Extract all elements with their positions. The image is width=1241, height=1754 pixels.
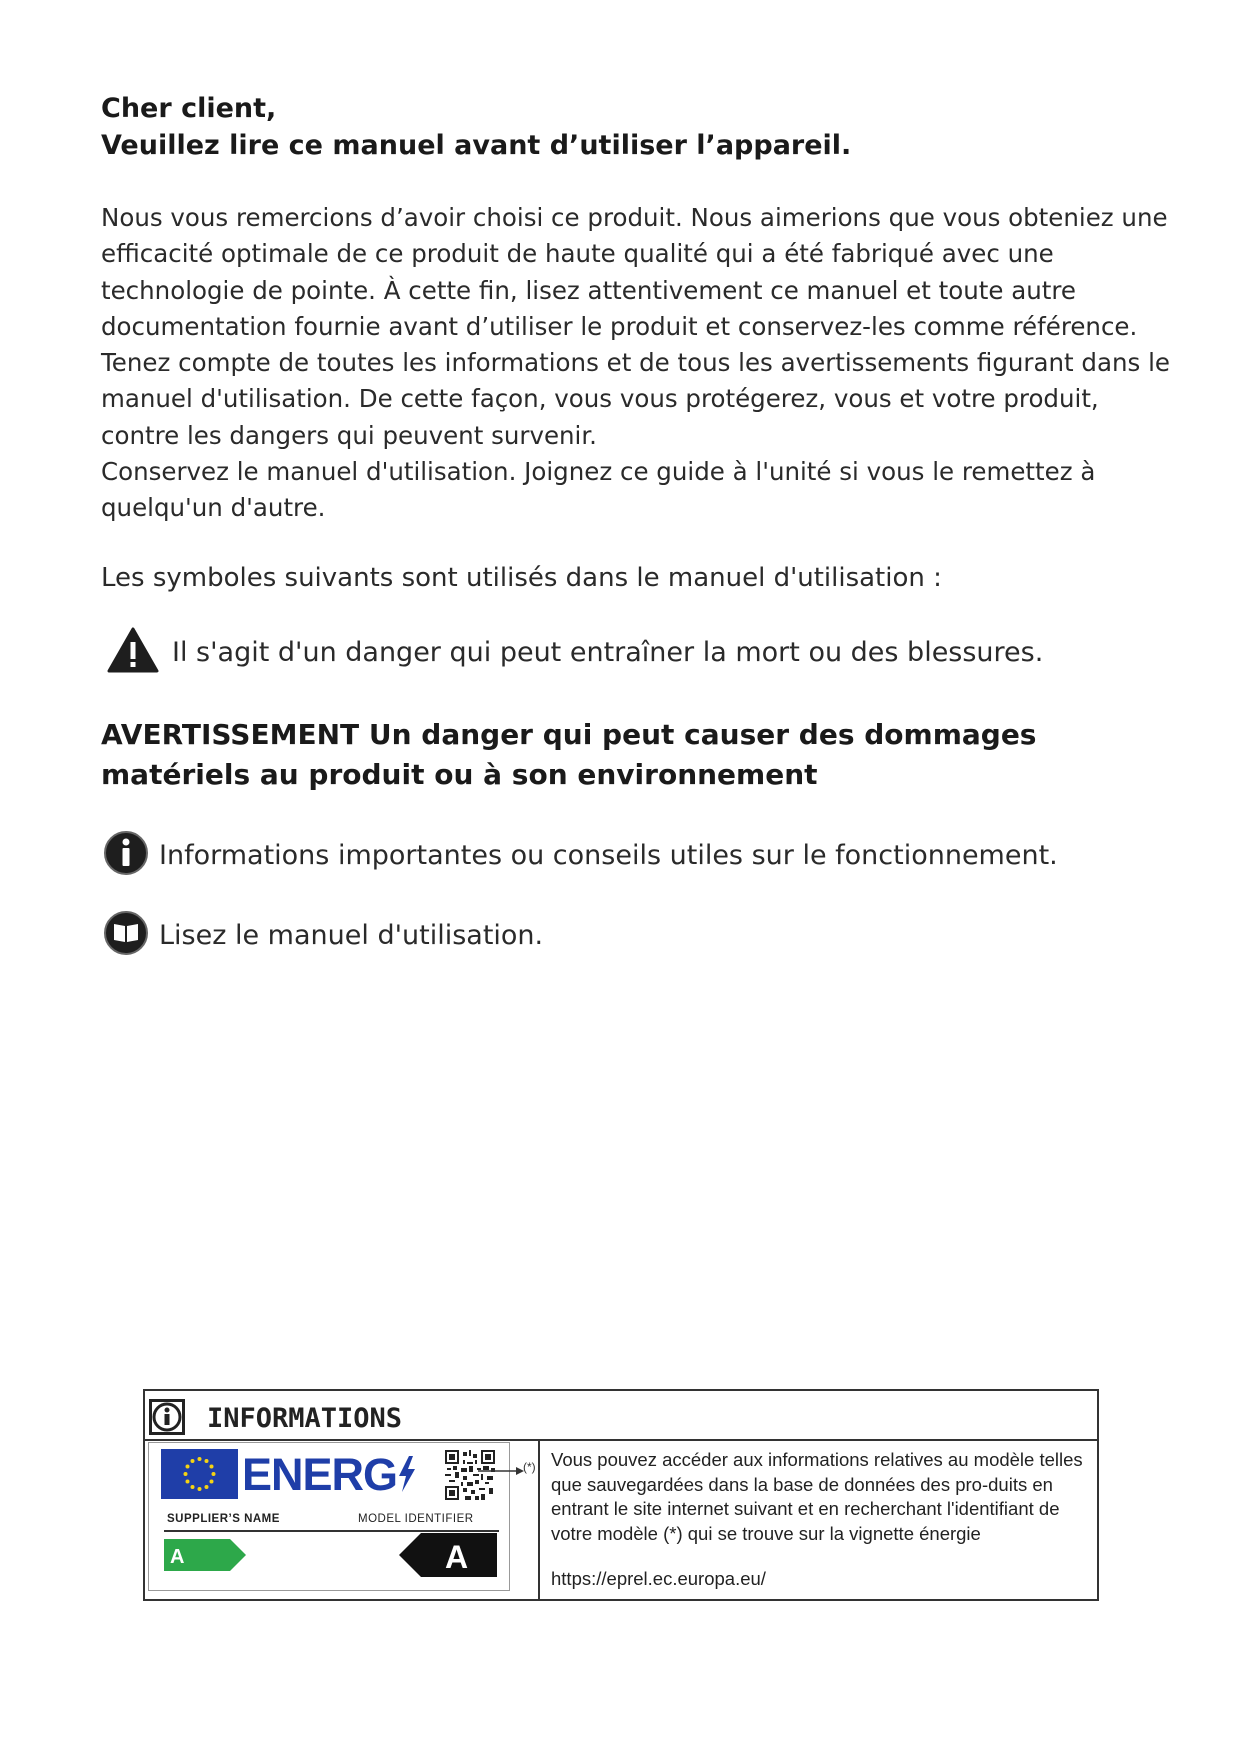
label-divider-line <box>164 1530 499 1532</box>
black-class-arrow <box>399 1533 497 1581</box>
eprel-url[interactable]: https://eprel.ec.europa.eu/ <box>551 1568 766 1589</box>
eprel-text: Vous pouvez accéder aux informations relatives au modèle telles que sauvegardées dans la base de données des pro-duits en entrant le site internet suivant et en recherchant l'identifiant de votre modèle (*) qui se trouve sur la vignette énergie <box>551 1449 1083 1544</box>
info-text: Informations importantes ou conseils utiles sur le fonctionnement. <box>159 839 1058 871</box>
eu-flag-icon <box>161 1449 238 1499</box>
info-box-icon <box>149 1399 185 1439</box>
informations-title: INFORMATIONS <box>207 1403 403 1434</box>
book-icon <box>103 910 149 960</box>
greeting-heading <box>101 90 1151 164</box>
warning-heading <box>101 715 1181 795</box>
greeting-line: Cher client, <box>101 93 277 124</box>
read-manual-line: Veuillez lire ce manuel avant d’utiliser l’appareil. <box>101 130 852 161</box>
danger-text: Il s'agit d'un danger qui peut entraîner la mort ou des blessures. <box>172 636 1044 668</box>
info-symbol-row <box>103 830 1058 880</box>
intro-paragraph-2: Tenez compte de toutes les informations et de tous les avertissements figurant dans le manuel d'utilisation. De cette façon, vous vous protégerez, vous et votre produit, contre les dangers qui peuvent survenir. <box>101 348 1170 450</box>
eprel-description <box>551 1448 1096 1546</box>
supplier-name-label: SUPPLIER’S NAME <box>167 1513 280 1525</box>
danger-symbol-row <box>106 626 1043 678</box>
intro-text <box>101 200 1181 527</box>
informations-box <box>143 1389 1099 1601</box>
manual-text: Lisez le manuel d'utilisation. <box>159 919 544 951</box>
warning-line-1: AVERTISSEMENT Un danger qui peut causer des dommages <box>101 718 1037 751</box>
column-divider <box>538 1439 540 1601</box>
green-class-letter: A <box>170 1546 185 1568</box>
intro-paragraph-1: Nous vous remercions d’avoir choisi ce produit. Nous aimerions que vous obteniez une efficacité optimale de ce produit de haute qualité qui a été fabriqué avec une technologie de pointe. À cette fin, lisez attentivement ce manuel et toute autre documentation fournie avant d’utiliser le produit et conservez-les comme référence. <box>101 203 1168 341</box>
energy-label <box>148 1442 510 1591</box>
energy-word: ENERG <box>242 1449 398 1500</box>
informations-header <box>145 1391 1097 1441</box>
intro-paragraph-3: Conservez le manuel d'utilisation. Joignez ce guide à l'unité si vous le remettez à quelqu'un d'autre. <box>101 457 1096 523</box>
info-icon <box>103 830 149 880</box>
green-class-arrow <box>164 1539 246 1575</box>
lightning-icon <box>397 1456 417 1492</box>
warning-line-2: matériels au produit ou à son environnement <box>101 758 818 791</box>
manual-symbol-row <box>103 910 543 960</box>
symbols-intro: Les symboles suivants sont utilisés dans le manuel d'utilisation : <box>101 563 942 593</box>
black-class-letter: A <box>445 1539 469 1575</box>
model-identifier-label: MODEL IDENTIFIER <box>358 1513 474 1525</box>
footnote-star: (*) <box>523 1460 536 1474</box>
model-pointer-arrow <box>478 1461 524 1480</box>
energy-wordmark <box>242 1447 417 1503</box>
warning-triangle-icon <box>106 626 160 678</box>
